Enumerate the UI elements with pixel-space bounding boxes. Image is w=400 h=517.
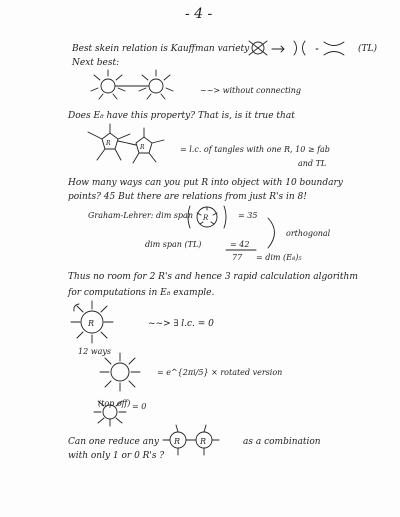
line-points-45: points? 45 But there are relations from just R's in 8! bbox=[68, 192, 307, 202]
label-r: R bbox=[140, 144, 145, 151]
next-best-diagram bbox=[91, 70, 173, 99]
line-and-tl: and TL bbox=[298, 159, 327, 168]
line-next-best: Next best: bbox=[72, 58, 120, 68]
label-r: R bbox=[106, 140, 111, 147]
value-zero: = 0 bbox=[132, 402, 147, 411]
tl-label: (TL) bbox=[358, 44, 378, 54]
sun-r-diagram bbox=[71, 301, 113, 343]
label-r: R bbox=[88, 319, 95, 328]
line-thus-no-room: Thus no room for 2 R's and hence 3 rapid calculation algorithm bbox=[68, 272, 358, 282]
line-dim-e8: = dim (E₈)₅ bbox=[256, 253, 302, 262]
line-without-connecting: ~~> without connecting bbox=[200, 86, 302, 95]
label-orthogonal: orthogonal bbox=[286, 229, 331, 238]
line-computations: for computations in E₈ example. bbox=[68, 288, 215, 298]
value-42: = 42 bbox=[230, 240, 250, 249]
value-77: 77 bbox=[232, 253, 243, 262]
value-35: = 35 bbox=[238, 211, 258, 220]
line-graham-lehrer: Graham-Lehrer: dim span bbox=[88, 211, 193, 220]
line-can-one-reduce: Can one reduce any bbox=[68, 437, 159, 447]
line-dim-span-tl: dim span (TL) bbox=[145, 240, 202, 249]
line-lc-tangles: = l.c. of tangles with one R, 10 ≥ fab bbox=[180, 145, 330, 154]
e8-diagram bbox=[88, 124, 164, 163]
line-does-e8: Does E₈ have this property? That is, is it true that bbox=[68, 111, 295, 121]
label-r: R bbox=[174, 437, 181, 446]
page-number: - 4 - bbox=[185, 6, 213, 22]
graham-lehrer-diagram bbox=[188, 206, 275, 250]
label-top-off: (top off) bbox=[98, 399, 131, 408]
rotated-sun-diagram bbox=[100, 353, 140, 391]
line-rotated-version: = e^{2πi/5} × rotated version bbox=[157, 368, 283, 377]
label-r: R bbox=[203, 214, 209, 222]
label-12-ways: 12 ways bbox=[78, 347, 111, 356]
kauffman-crossing-icon bbox=[249, 41, 344, 55]
line-kauffman: Best skein relation is Kauffman variety bbox=[72, 44, 250, 54]
line-exists-lc: ~~> ∃ l.c. = 0 bbox=[148, 319, 214, 329]
line-as-combination: as a combination bbox=[243, 437, 321, 447]
line-only-1-or-0: with only 1 or 0 R's ? bbox=[68, 451, 165, 461]
top-off-diagram bbox=[94, 401, 126, 426]
r-pair-diagram bbox=[163, 425, 219, 455]
line-how-many: How many ways can you put R into object with 10 boundary bbox=[68, 178, 343, 188]
label-r: R bbox=[200, 437, 207, 446]
